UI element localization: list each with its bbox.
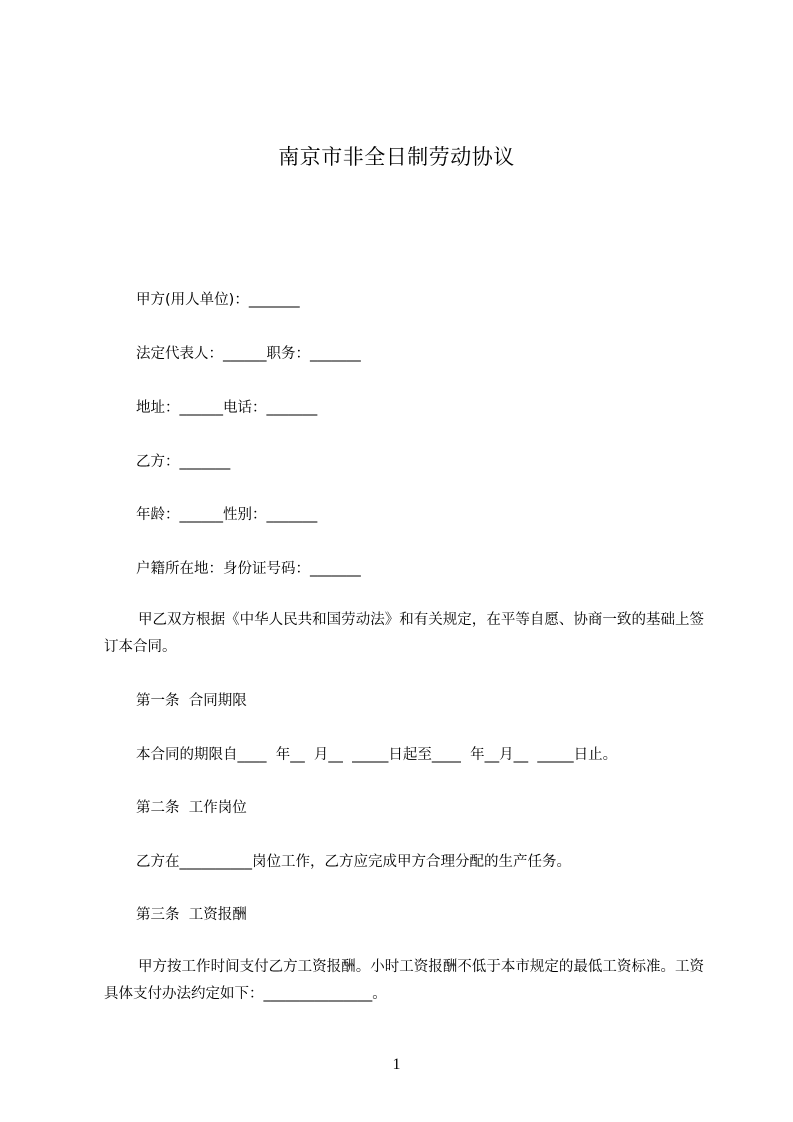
address-phone-field: 地址：______电话：_______	[136, 400, 318, 416]
article-3-heading: 第三条 工资报酬	[136, 907, 247, 923]
party-b-field: 乙方：_______	[136, 454, 231, 470]
document-title: 南京市非全日制劳动协议	[278, 145, 515, 169]
page-number: 1	[392, 1056, 401, 1073]
article-2-heading: 第二条 工作岗位	[136, 800, 247, 816]
article-2-text: 乙方在__________岗位工作，乙方应完成甲方合理分配的生产任务。	[136, 854, 571, 870]
article-1-heading: 第一条 合同期限	[136, 693, 247, 709]
article-1-text: 本合同的期限自____ 年__ 月__ _____日起至____ 年__月__ _____日止。	[136, 747, 618, 763]
legal-representative-field: 法定代表人：______职务：_______	[136, 346, 361, 362]
hukou-id-field: 户籍所在地：身份证号码：_______	[136, 561, 361, 577]
preamble-paragraph: 甲乙双方根据《中华人民共和国劳动法》和有关规定，在平等自愿、协商一致的基础上签订本合同。	[104, 612, 704, 655]
party-a-field: 甲方(用人单位)：_______	[136, 292, 300, 308]
article-3-text: 甲方按工作时间支付乙方工资报酬。小时工资报酬不低于本市规定的最低工资标准。工资具体支付办法约定如下：_______________。	[104, 959, 704, 1002]
age-gender-field: 年龄：______性别：_______	[136, 507, 318, 523]
